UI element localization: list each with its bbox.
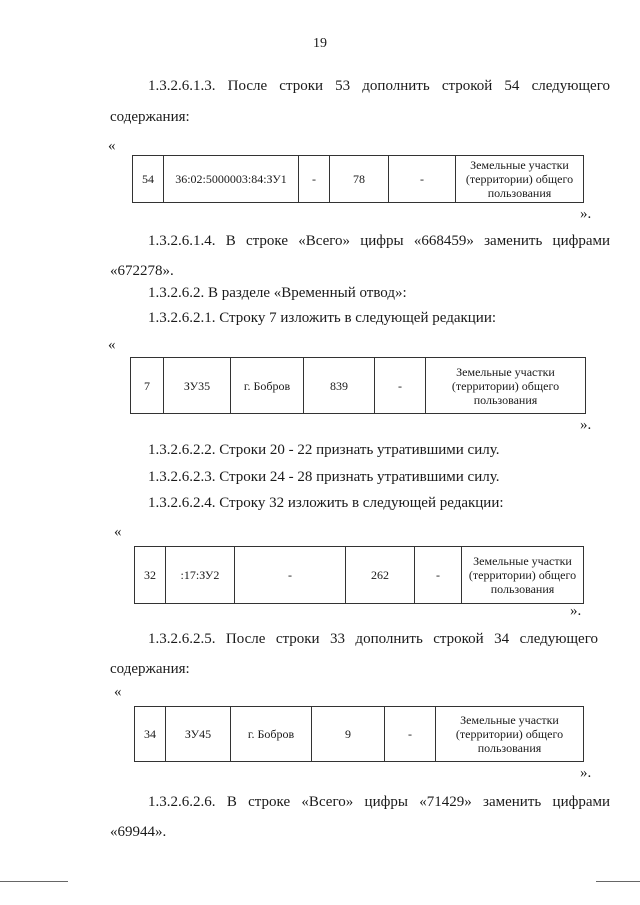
cell-area: 78: [330, 156, 389, 203]
table-row-32: [134, 546, 584, 604]
paragraph-1-3-2-6-1-3: 1.3.2.6.1.3. После строки 53 дополнить строкой 54 следующего: [148, 78, 610, 94]
paragraph-1-3-2-6-2-4: 1.3.2.6.2.4. Строку 32 изложить в следующей редакции:: [148, 495, 504, 511]
cell-number: 7: [131, 358, 164, 414]
paragraph-1-3-2-6-2: 1.3.2.6.2. В разделе «Временный отвод»:: [148, 285, 407, 301]
paragraph-1-3-2-6-1-4: 1.3.2.6.1.4. В строке «Всего» цифры «668459» заменить цифрами: [148, 233, 610, 249]
close-quote-1: ».: [580, 206, 592, 222]
footer-rule-left: [0, 881, 68, 882]
close-quote-4: ».: [580, 765, 592, 781]
table-row-34: [134, 706, 584, 762]
close-quote-2: ».: [580, 417, 592, 433]
cell-address: -: [299, 156, 330, 203]
paragraph-1-3-2-6-2-6: 1.3.2.6.2.6. В строке «Всего» цифры «71429» заменить цифрами: [148, 794, 610, 810]
cell-number: 54: [133, 156, 164, 203]
cell-cadastral: :17:ЗУ2: [166, 547, 235, 604]
table-row-54: [132, 155, 584, 203]
paragraph-1-3-2-6-1-4-cont: «672278».: [110, 263, 174, 279]
paragraph-1-3-2-6-2-5-cont: содержания:: [110, 661, 190, 677]
cell-category: Земельные участки (территории) общего пользования: [456, 156, 584, 203]
paragraph-1-3-2-6-2-2: 1.3.2.6.2.2. Строки 20 - 22 признать утратившими силу.: [148, 442, 500, 458]
cell-category: Земельные участки (территории) общего пользования: [436, 707, 584, 762]
cell-right: -: [389, 156, 456, 203]
cell-category: Земельные участки (территории) общего пользования: [462, 547, 584, 604]
cell-area: 839: [304, 358, 375, 414]
open-quote-3: «: [114, 524, 122, 540]
cell-number: 34: [135, 707, 166, 762]
page-number: 19: [313, 36, 327, 51]
open-quote-1: «: [108, 138, 116, 154]
cell-address: -: [235, 547, 346, 604]
cell-cadastral: 36:02:5000003:84:ЗУ1: [164, 156, 299, 203]
paragraph-1-3-2-6-2-1: 1.3.2.6.2.1. Строку 7 изложить в следующей редакции:: [148, 310, 497, 326]
close-quote-3: ».: [570, 603, 582, 619]
cell-number: 32: [135, 547, 166, 604]
cell-address: г. Бобров: [231, 358, 304, 414]
footer-rule-right: [596, 881, 640, 882]
paragraph-1-3-2-6-1-3-cont: содержания:: [110, 109, 190, 125]
cell-cadastral: ЗУ45: [166, 707, 231, 762]
cell-right: -: [415, 547, 462, 604]
cell-right: -: [375, 358, 426, 414]
paragraph-1-3-2-6-2-6-cont: «69944».: [110, 824, 167, 840]
cell-address: г. Бобров: [231, 707, 312, 762]
cell-area: 262: [346, 547, 415, 604]
open-quote-4: «: [114, 684, 122, 700]
table-row-7: [130, 357, 586, 414]
cell-cadastral: ЗУ35: [164, 358, 231, 414]
paragraph-1-3-2-6-2-5: 1.3.2.6.2.5. После строки 33 дополнить строкой 34 следующего: [148, 631, 598, 647]
cell-category: Земельные участки (территории) общего пользования: [426, 358, 586, 414]
open-quote-2: «: [108, 337, 116, 353]
paragraph-1-3-2-6-2-3: 1.3.2.6.2.3. Строки 24 - 28 признать утратившими силу.: [148, 469, 500, 485]
cell-right: -: [385, 707, 436, 762]
cell-area: 9: [312, 707, 385, 762]
